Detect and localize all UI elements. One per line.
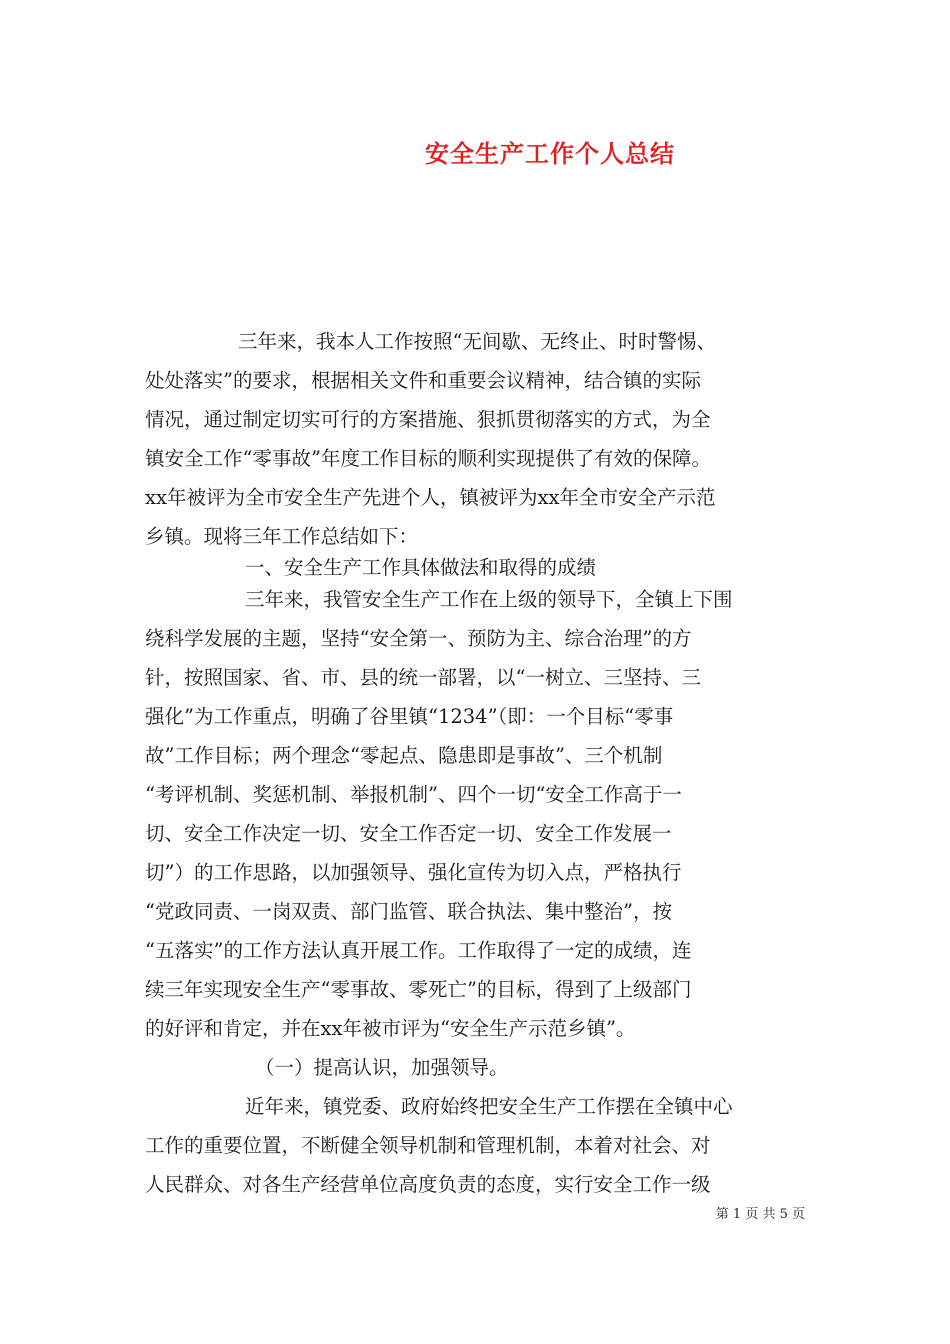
paragraph-line: 的好评和肯定，并在xx年被市评为“安全生产示范乡镇”。	[145, 1017, 636, 1040]
paragraph-line: 切、安全工作决定一切、安全工作否定一切、安全工作发展一	[145, 822, 672, 845]
paragraph-line: 故”工作目标；两个理念“零起点、隐患即是事故”、三个机制	[145, 744, 663, 767]
paragraph-line: 情况，通过制定切实可行的方案措施、狠抓贯彻落实的方式，为全	[145, 408, 711, 431]
paragraph-line: 人民群众、对各生产经营单位高度负责的态度，实行安全工作一级	[145, 1173, 711, 1196]
paragraph-line: “五落实”的工作方法认真开展工作。工作取得了一定的成绩，连	[145, 939, 692, 962]
paragraph-line: 工作的重要位置，不断健全领导机制和管理机制，本着对社会、对	[145, 1134, 711, 1157]
paragraph-line: 乡镇。现将三年工作总结如下：	[145, 525, 419, 548]
paragraph-line: 针，按照国家、省、市、县的统一部署，以“一树立、三坚持、三	[145, 666, 701, 689]
paragraph-line: xx年被评为全市安全生产先进个人，镇被评为xx年全市安全产示范	[145, 486, 716, 509]
document-title: 安全生产工作个人总结	[425, 140, 675, 168]
paragraph-line: 三年来，我本人工作按照“无间歇、无终止、时时警惕、	[238, 330, 716, 353]
paragraph-line: 处处落实”的要求，根据相关文件和重要会议精神，结合镇的实际	[145, 369, 701, 392]
paragraph-line: 切”）的工作思路，以加强领导、强化宣传为切入点，严格执行	[145, 861, 682, 884]
paragraph-line: “党政同责、一岗双责、部门监管、联合执法、集中整治”，按	[145, 900, 672, 923]
paragraph-line: 近年来，镇党委、政府始终把安全生产工作摆在全镇中心	[245, 1095, 733, 1118]
paragraph-line: “考评机制、奖惩机制、举报机制”、四个一切“安全工作高于一	[145, 783, 682, 806]
section-heading: 一、安全生产工作具体做法和取得的成绩	[245, 556, 597, 579]
paragraph-line: 三年来，我管安全生产工作在上级的领导下，全镇上下围	[245, 588, 733, 611]
page-number: 第 1 页 共 5 页	[715, 1207, 805, 1222]
subsection-heading: （一）提高认识，加强领导。	[255, 1056, 509, 1079]
paragraph-line: 强化”为工作重点，明确了谷里镇“1234”（即：一个目标“零事	[145, 705, 674, 728]
paragraph-line: 镇安全工作“零事故”年度工作目标的顺利实现提供了有效的保障。	[145, 447, 711, 470]
paragraph-line: 续三年实现安全生产“零事故、零死亡”的目标，得到了上级部门	[145, 978, 692, 1001]
paragraph-line: 绕科学发展的主题，坚持“安全第一、预防为主、综合治理”的方	[145, 627, 692, 650]
